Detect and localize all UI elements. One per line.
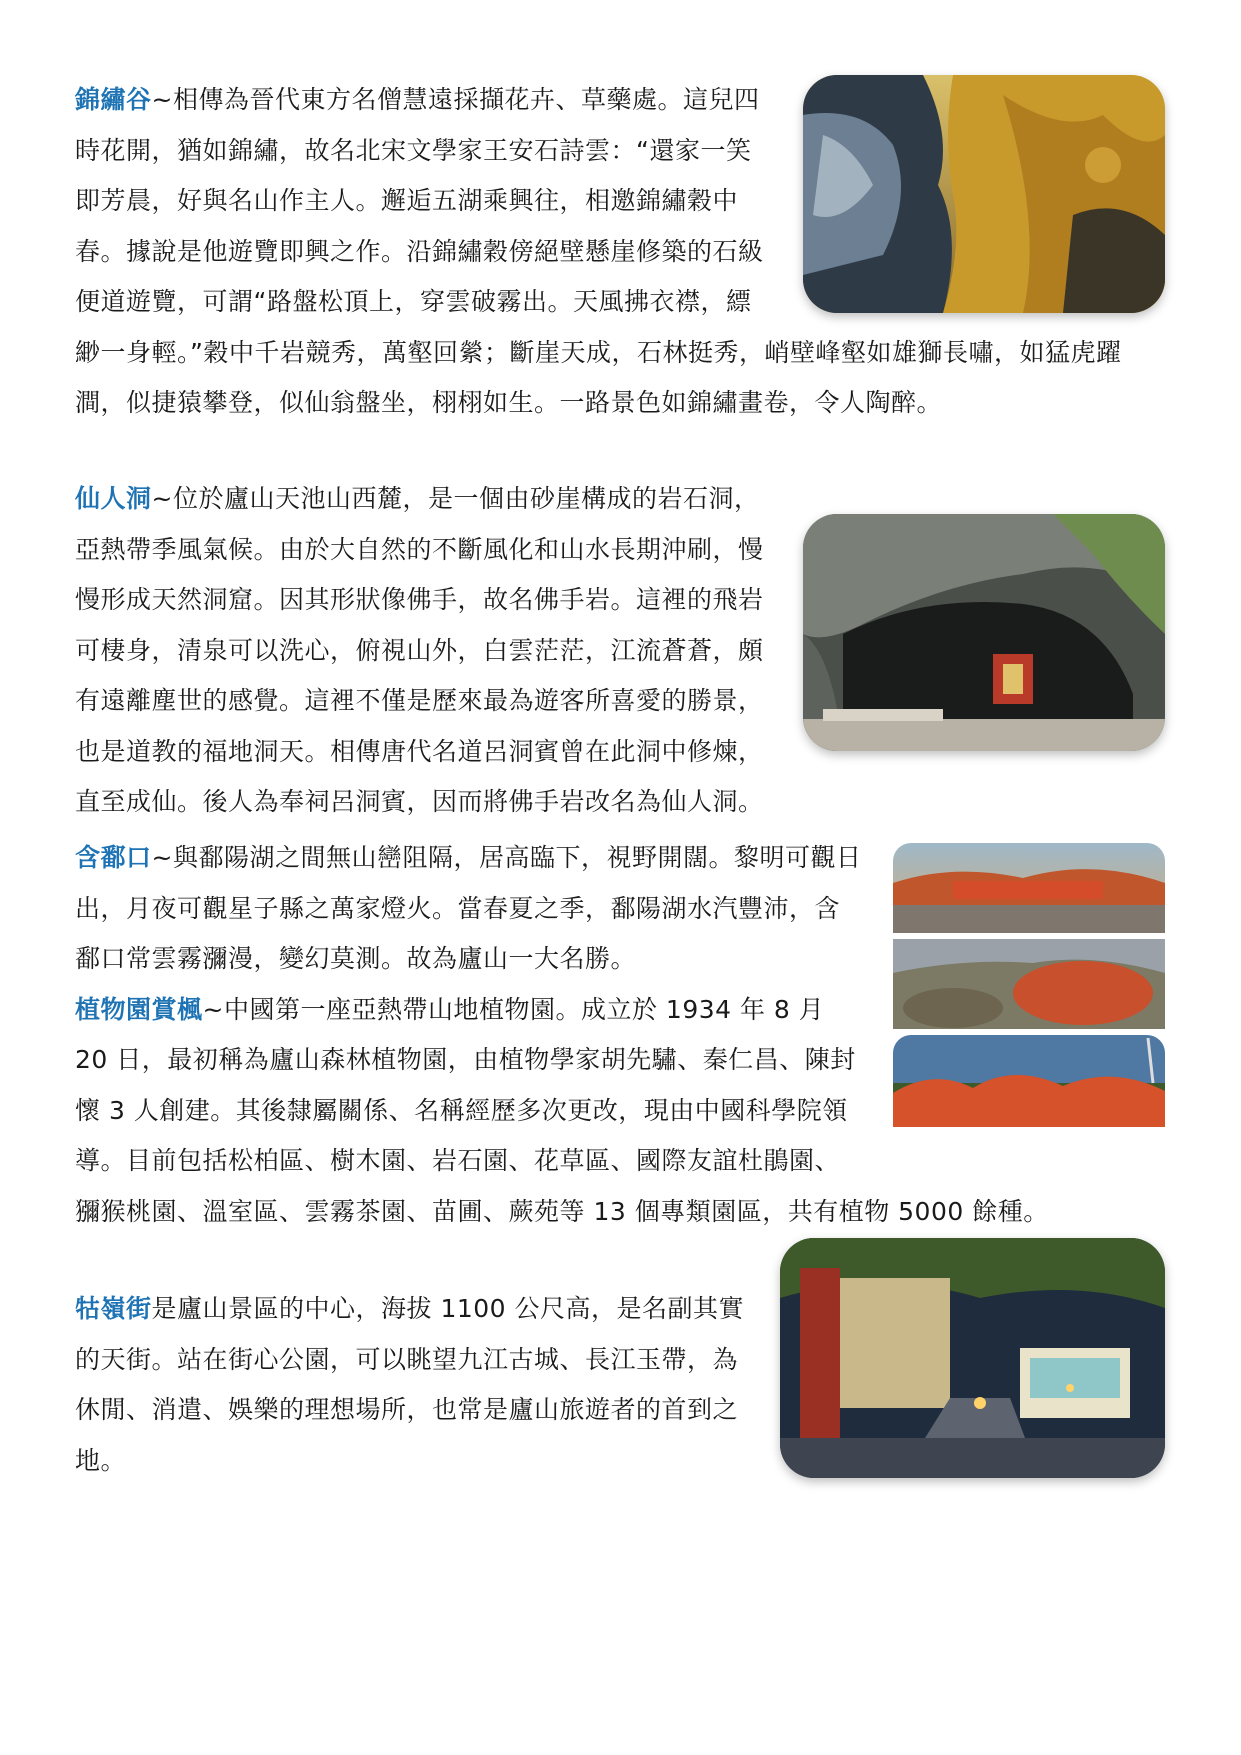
section-body: 是廬山景區的中心，海拔 1100 公尺高，是名副其實的天街。站在街心公園，可以眺望九江古城、長江玉帶，為休閒、消遣、娛樂的理想場所，也常是廬山旅遊者的首到之地。	[75, 1294, 745, 1475]
immortal-cave-photo	[803, 514, 1165, 751]
section-jinxiu-valley	[75, 75, 1165, 429]
section-heading: 仙人洞	[75, 484, 152, 513]
section-heading: 錦繡谷	[75, 85, 152, 114]
guling-street-photo	[780, 1238, 1165, 1478]
section-heading: 植物園賞楓	[75, 994, 203, 1024]
section-body: ~中國第一座亞熱帶山地植物園。成立於 1934 年 8 月 20 日，最初稱為廬山森林植物園，由植物學家胡先驌、秦仁昌、陳封懷 3 人創建。其後隸屬關係、名稱經歷多次更改，現由中國科學院領導。目前包括松柏區、樹木園、岩石園、花草區、國際友誼杜鵑園、獼猴桃園、溫室區、雲霧茶園、苗圃、蕨苑等 13 個專類園區，共有植物 5000 餘種。	[75, 994, 1049, 1226]
section-body: ~與鄱陽湖之間無山巒阻隔，居高臨下，視野開闊。黎明可觀日出，月夜可觀星子縣之萬家燈火。當春夏之季，鄱陽湖水汽豐沛，含鄱口常雲霧瀰漫，變幻莫測。故為廬山一大名勝。	[75, 843, 862, 973]
section-immortal-cave	[75, 474, 1165, 828]
hanpo-maple-photos	[893, 843, 1165, 1127]
section-heading: 含鄱口	[75, 843, 152, 872]
section-guling-street	[75, 1284, 1165, 1488]
section-body: ~位於廬山天池山西麓，是一個由砂崖構成的岩石洞，亞熱帶季風氣候。由於大自然的不斷風化和山水長期沖刷，慢慢形成天然洞窟。因其形狀像佛手，故名佛手岩。這裡的飛岩可棲身，清泉可以洗心，俯視山外，白雲茫茫，江流蒼蒼，頗有遠離塵世的感覺。這裡不僅是歷來最為遊客所喜愛的勝景，也是道教的福地洞天。相傳唐代名道呂洞賓曾在此洞中修煉，直至成仙。後人為奉祠呂洞賓，因而將佛手岩改名為仙人洞。	[75, 484, 764, 816]
section-body: ~相傳為晉代東方名僧慧遠採擷花卉、草藥處。這兒四時花開，猶如錦繡，故名北宋文學家王安石詩雲：“還家一笑即芳晨，好與名山作主人。邂逅五湖乘興往，相邀錦繡穀中春。據說是他遊覽即興之作。沿錦繡穀傍絕壁懸崖修築的石級便道遊覽，可謂“路盤松頂上，穿雲破霧出。天風拂衣襟，縹緲一身輕。”穀中千岩競秀，萬壑回縈；斷崖天成，石林挺秀，峭壁峰壑如雄獅長嘯，如猛虎躍澗，似捷猿攀登，似仙翁盤坐，栩栩如生。一路景色如錦繡畫卷，令人陶醉。	[75, 85, 1122, 417]
section-hanpo-pass	[75, 833, 1165, 1237]
jinxiu-valley-photo	[803, 75, 1165, 313]
section-heading: 牯嶺街	[75, 1294, 152, 1323]
